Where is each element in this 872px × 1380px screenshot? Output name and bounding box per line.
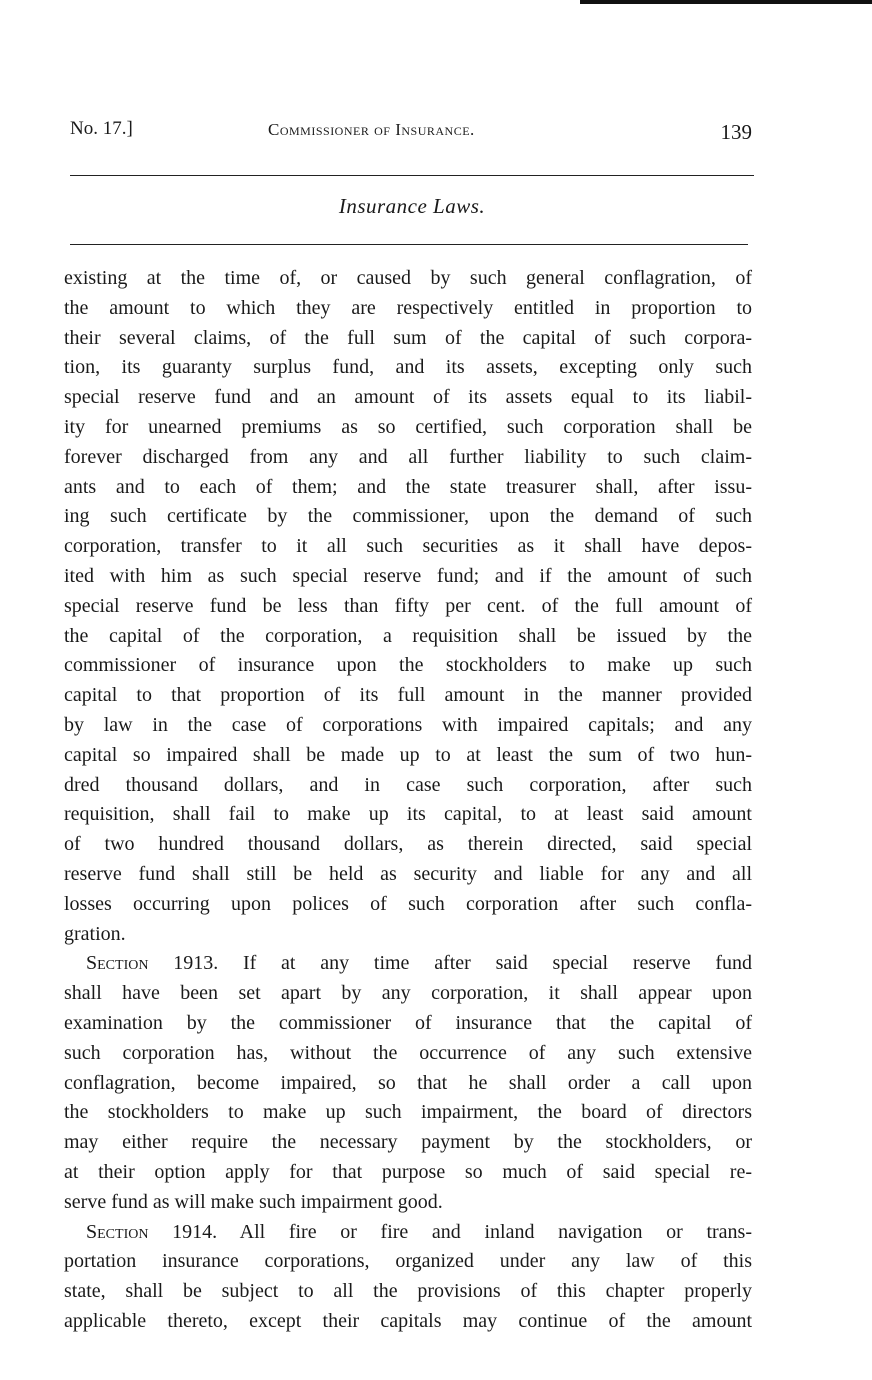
text-line: the amount to which they are respectively entitled in proportion to xyxy=(64,296,752,319)
text-line: All fire or fire and inland navigation or trans- xyxy=(217,1220,752,1243)
section-heading: Section 1913. xyxy=(86,952,219,975)
section-1913-first-line xyxy=(64,949,752,979)
text-line: special reserve fund and an amount of its assets equal to its liabil- xyxy=(64,386,752,409)
text-line: their several claims, of the full sum of the capital of such corpora- xyxy=(64,326,752,349)
text-line: serve fund as will make such impairment good. xyxy=(64,1190,443,1213)
text-line: portation insurance corporations, organized under any law of this xyxy=(64,1250,752,1273)
text-line: may either require the necessary payment by the stockholders, or xyxy=(64,1131,752,1154)
text-line: ing such certificate by the commissioner, upon the demand of such xyxy=(64,505,752,528)
header-rule xyxy=(70,175,754,176)
section-1914-first-line xyxy=(64,1218,752,1248)
text-line: the capital of the corporation, a requisition shall be issued by the xyxy=(64,624,752,647)
text-line: corporation, transfer to it all such securities as it shall have depos- xyxy=(64,535,752,558)
text-line: dred thousand dollars, and in case such corporation, after such xyxy=(64,773,752,796)
text-line: capital to that proportion of its full amount in the manner provided xyxy=(64,684,752,707)
document-number: No. 17.] xyxy=(70,118,133,139)
text-line: state, shall be subject to all the provisions of this chapter properly xyxy=(64,1280,752,1303)
text-line: conflagration, become impaired, so that he shall order a call upon xyxy=(64,1071,752,1094)
text-line: forever discharged from any and all further liability to such claim- xyxy=(64,445,752,468)
section-subtitle: Insurance Laws. xyxy=(338,194,486,218)
scan-edge xyxy=(580,0,872,4)
page-number: 139 xyxy=(720,120,752,144)
text-line: commissioner of insurance upon the stockholders to make up such xyxy=(64,654,752,677)
text-line: of two hundred thousand dollars, as therein directed, said special xyxy=(64,833,752,856)
text-line: ity for unearned premiums as so certified, such corporation shall be xyxy=(64,415,752,438)
text-line: losses occurring upon polices of such corporation after such confla- xyxy=(64,892,752,915)
text-line: If at any time after said special reserve fund xyxy=(218,952,753,975)
text-line: existing at the time of, or caused by such general conflagration, of xyxy=(64,267,752,289)
text-line: the stockholders to make up such impairment, the board of directors xyxy=(64,1101,752,1124)
text-line: at their option apply for that purpose so much of said special re- xyxy=(64,1160,752,1183)
text-line: special reserve fund be less than fifty per cent. of the full amount of xyxy=(64,594,752,617)
body-text xyxy=(64,264,752,1337)
subtitle-rule xyxy=(70,244,748,245)
section-heading: Section 1914. xyxy=(86,1220,218,1243)
header-title: Commissioner of Insurance. xyxy=(268,120,475,139)
text-line: shall have been set apart by any corporation, it shall appear upon xyxy=(64,982,752,1005)
text-line: applicable thereto, except their capitals may continue of the amount xyxy=(64,1309,752,1332)
text-line: by law in the case of corporations with impaired capitals; and any xyxy=(64,713,752,736)
text-line: gration. xyxy=(64,922,126,945)
text-line: examination by the commissioner of insurance that the capital of xyxy=(64,1011,752,1034)
text-line: capital so impaired shall be made up to at least the sum of two hun- xyxy=(64,743,752,766)
text-line: such corporation has, without the occurrence of any such extensive xyxy=(64,1041,752,1064)
text-line: requisition, shall fail to make up its capital, to at least said amount xyxy=(64,803,752,826)
text-line: ited with him as such special reserve fund; and if the amount of such xyxy=(64,564,752,587)
text-line: reserve fund shall still be held as security and liable for any and all xyxy=(64,862,752,885)
text-line: tion, its guaranty surplus fund, and its assets, excepting only such xyxy=(64,356,752,379)
text-line: ants and to each of them; and the state treasurer shall, after issu- xyxy=(64,475,752,498)
